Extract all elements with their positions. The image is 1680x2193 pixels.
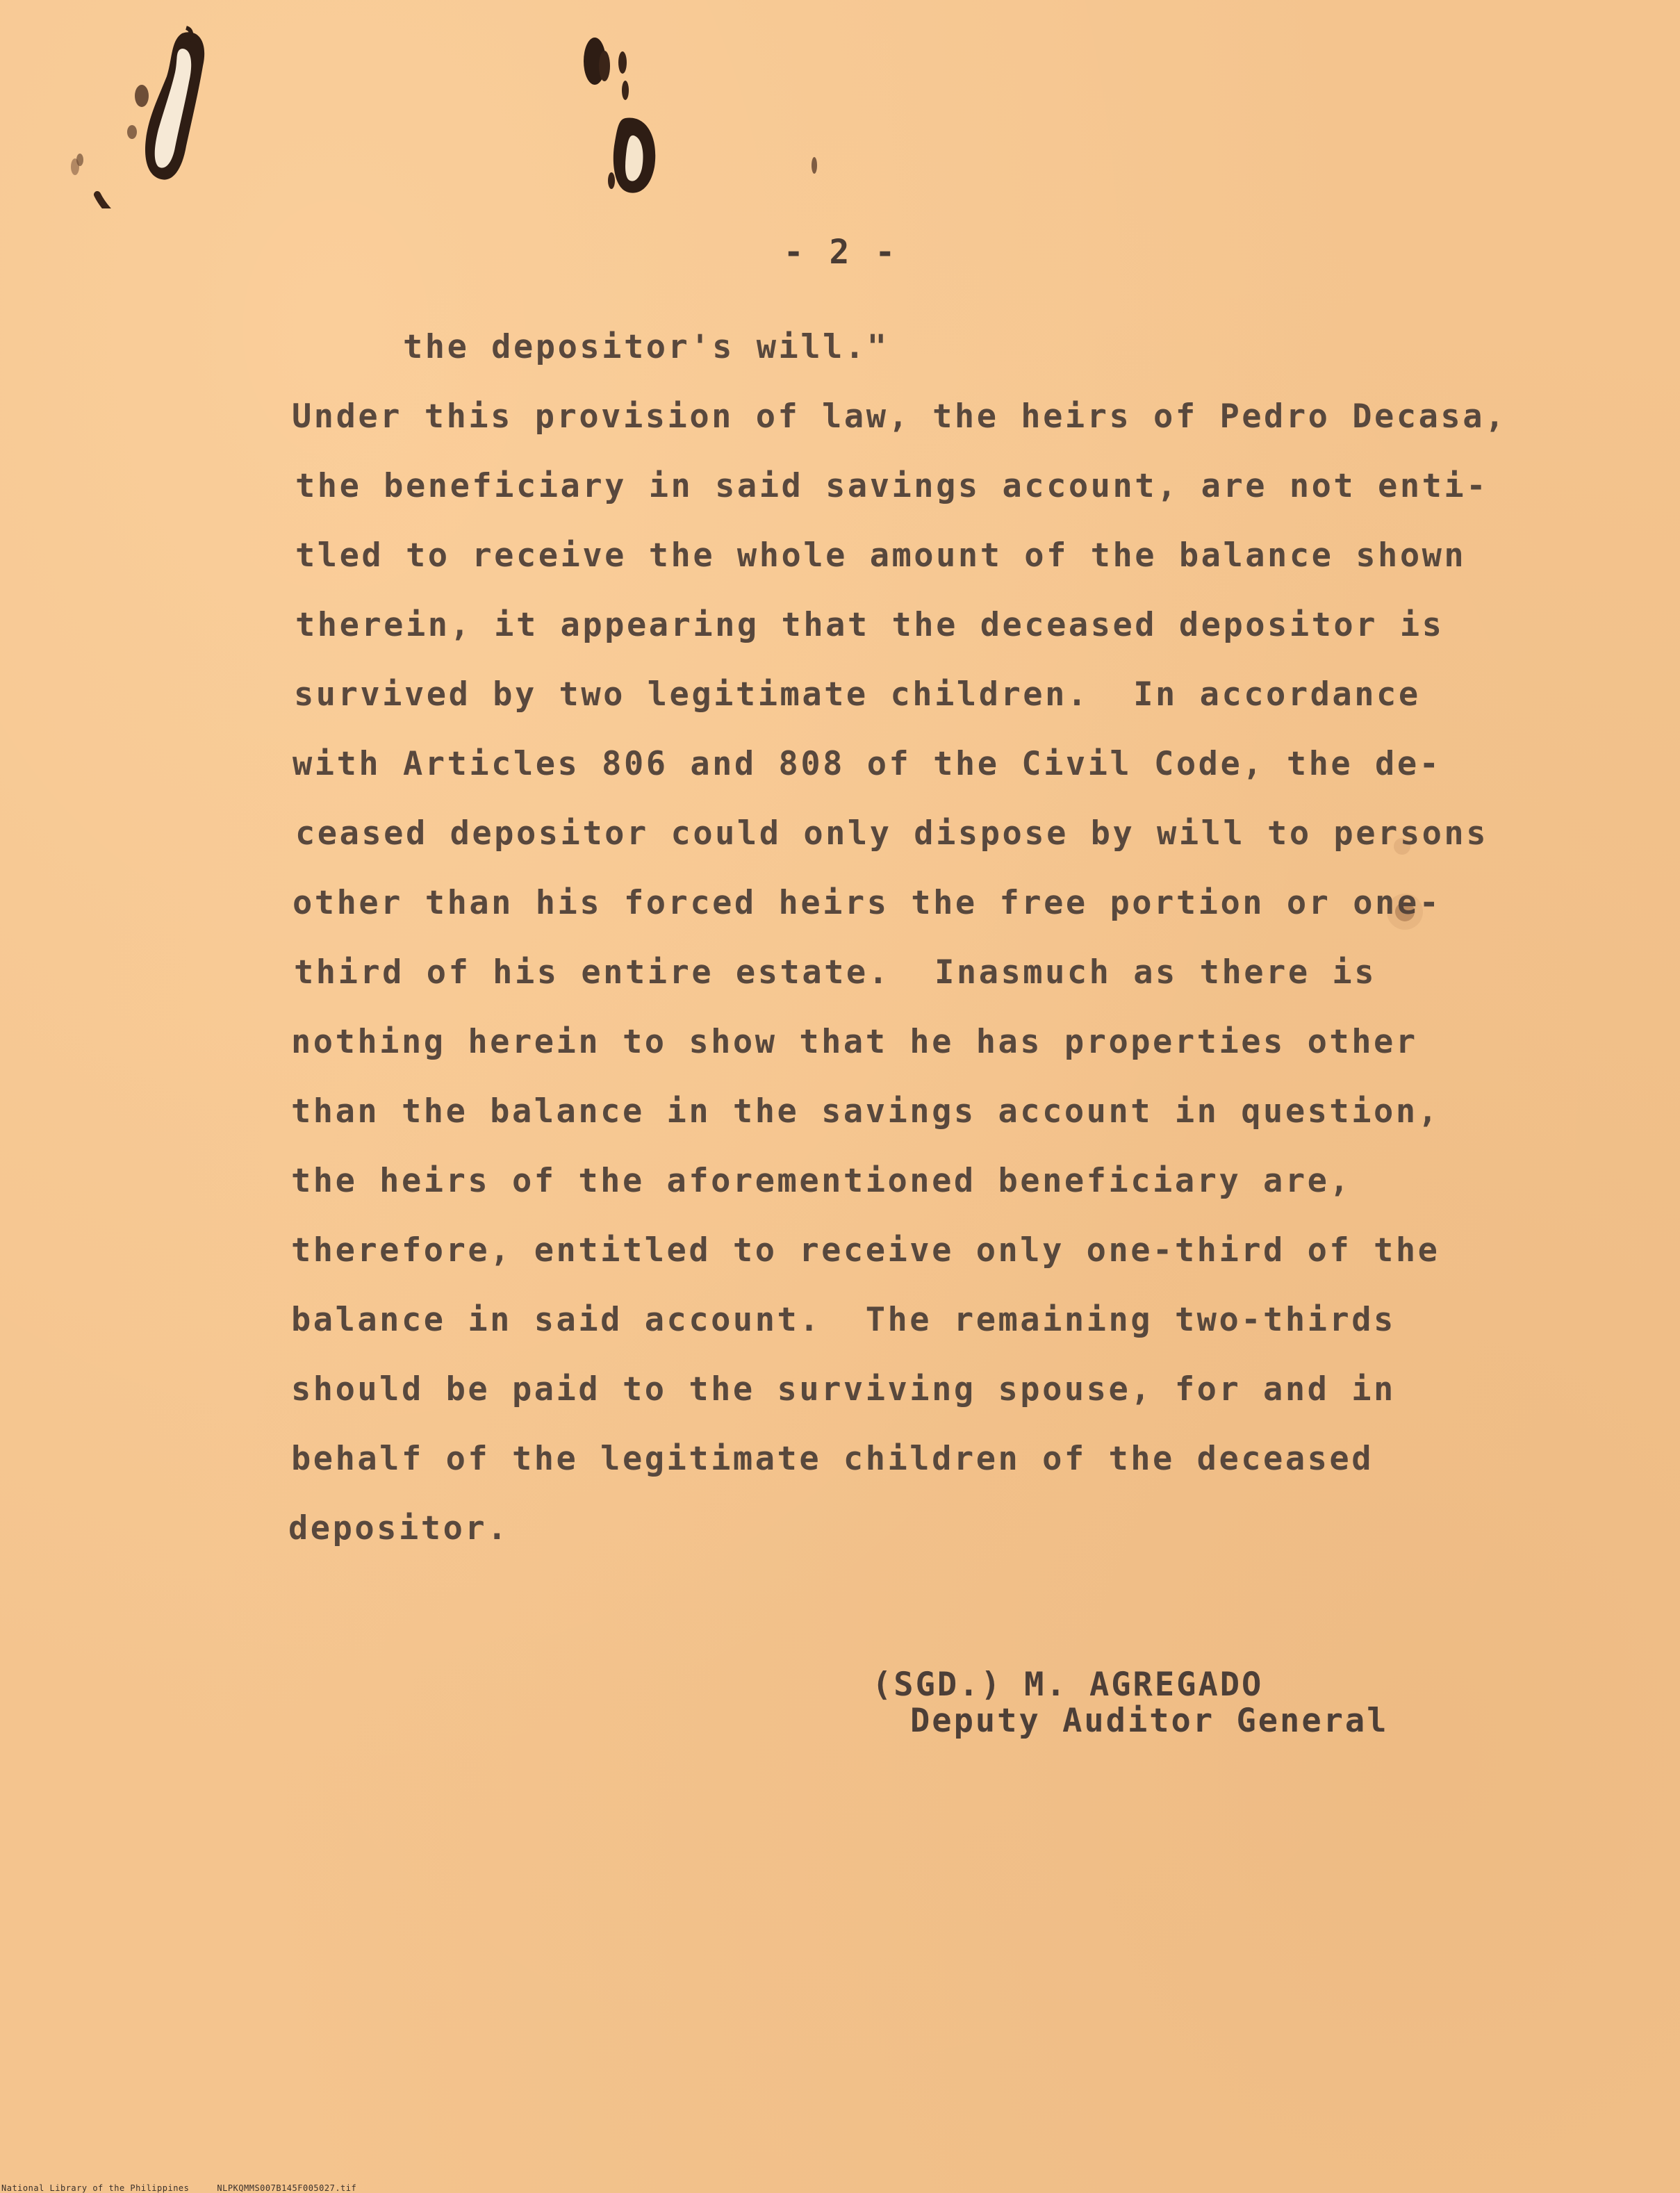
text-line-5: therein, it appearing that the deceased depositor is (295, 606, 1444, 644)
file-name: NLPKQMMS007B145F005027.tif (217, 2183, 357, 2193)
signatory-title: Deputy Auditor General (910, 1702, 1389, 1740)
text-line-4: tled to receive the whole amount of the balance shown (295, 536, 1467, 575)
text-line-1: the depositor's will." (403, 328, 889, 366)
archive-footer (1, 2183, 384, 2193)
text-line-18: depositor. (288, 1509, 509, 1547)
text-line-15: balance in said account. The remaining two-thirds (291, 1301, 1396, 1339)
text-line-13: the heirs of the aforementioned beneficiary are, (291, 1162, 1352, 1200)
library-credit: National Library of the Philippines (1, 2183, 190, 2193)
text-line-17: behalf of the legitimate children of the deceased (291, 1440, 1374, 1478)
text-line-11: nothing herein to show that he has properties other (291, 1023, 1418, 1061)
text-line-3: the beneficiary in said savings account, are not enti- (295, 467, 1489, 505)
page-number: - 2 - (783, 233, 898, 272)
paper-damage-marks (0, 0, 1680, 208)
text-line-12: than the balance in the savings account in question, (291, 1092, 1440, 1131)
text-line-10: third of his entire estate. Inasmuch as there is (294, 953, 1377, 992)
text-line-8: ceased depositor could only dispose by will to persons (295, 814, 1489, 853)
text-line-14: therefore, entitled to receive only one-third of the (291, 1231, 1440, 1270)
text-line-6: survived by two legitimate children. In accordance (294, 675, 1421, 714)
text-line-9: other than his forced heirs the free portion or one- (293, 884, 1442, 922)
text-line-16: should be paid to the surviving spouse, for and in (291, 1370, 1396, 1408)
text-line-2: Under this provision of law, the heirs of Pedro Decasa, (292, 397, 1507, 436)
text-line-7: with Articles 806 and 808 of the Civil Code, the de- (293, 745, 1442, 783)
signatory-name: (SGD.) M. AGREGADO (872, 1666, 1264, 1704)
